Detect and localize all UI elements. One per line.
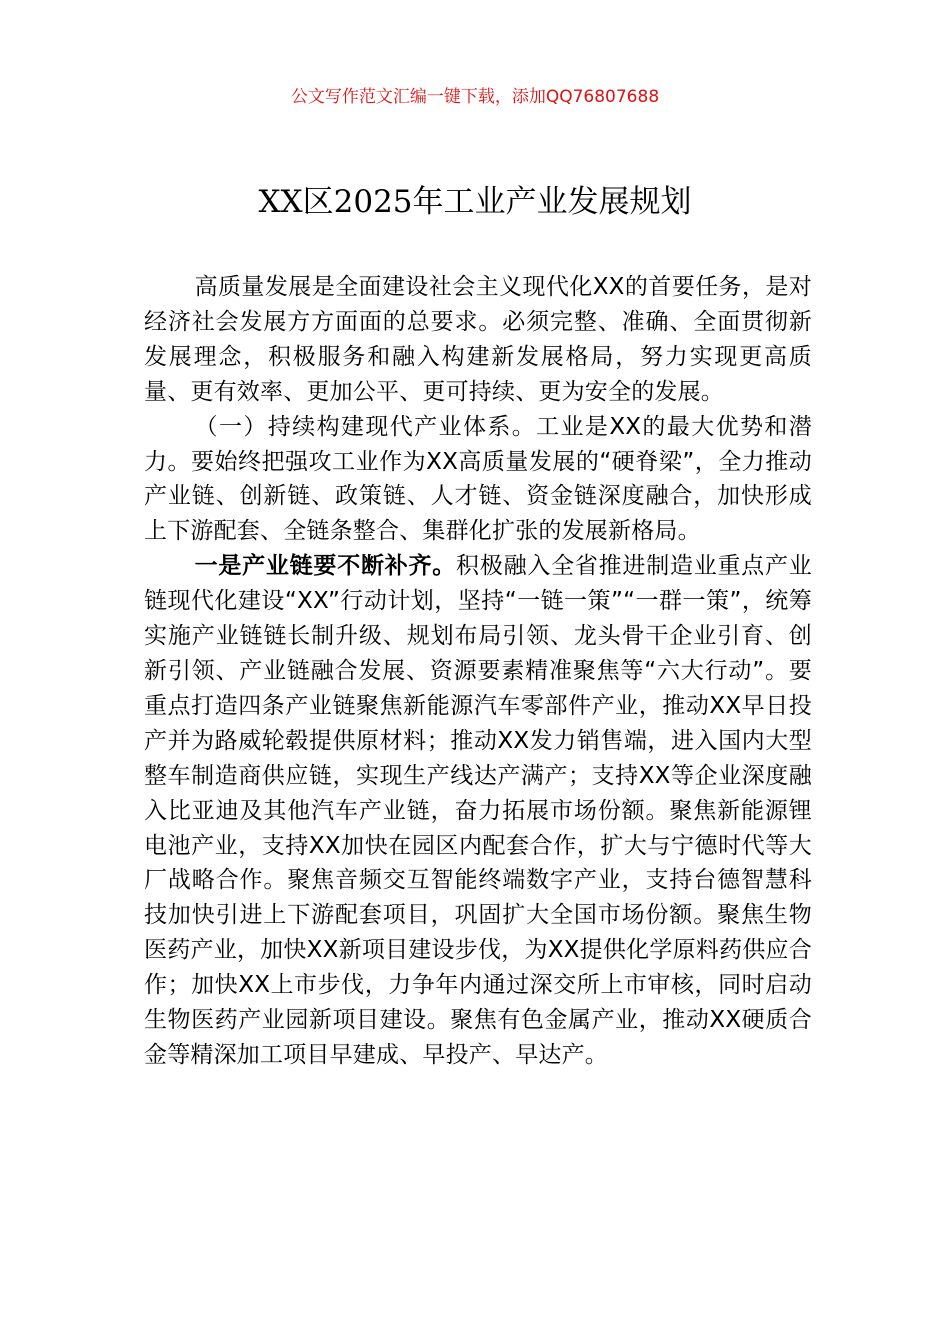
- document-title: XX区2025年工业产业发展规划: [258, 184, 692, 220]
- paragraph-intro: [144, 270, 812, 410]
- document-body: [144, 270, 812, 1073]
- paragraph-industry-chain: [144, 549, 812, 1073]
- paragraph-industry-chain-text: 积极融入全省推进制造业重点产业链现代化建设“XX”行动计划，坚持“一链一策”“一群一策”，统筹实施产业链链长制升级、规划布局引领、龙头骨干企业引育、创新引领、产业链融合发展、资源要素精准聚焦等“六大行动”。要重点打造四条产业链聚焦新能源汽车零部件产业，推动XX早日投产并为路威轮毂提供原材料；推动XX发力销售端，进入国内大型整车制造商供应链，实现生产线达产满产；支持XX等企业深度融入比亚迪及其他汽车产业链，奋力拓展市场份额。聚焦新能源锂电池产业，支持XX加快在园区内配套合作，扩大与宁德时代等大厂战略合作。聚焦音频交互智能终端数字产业，支持台德智慧科技加快引进上下游配套项目，巩固扩大全国市场份额。聚焦生物医药产业，加快XX新项目建设步伐，为XX提供化学原料药供应合作；加快XX上市步伐，力争年内通过深交所上市审核，同时启动生物医药产业园新项目建设。聚焦有色金属产业，推动XX硬质合金等精深加工项目早建成、早投产、早达产。: [144, 553, 813, 1068]
- paragraph-section-one: [144, 410, 812, 550]
- paragraph-industry-chain-lead: 一是产业链要不断补齐。: [194, 553, 457, 580]
- paragraph-intro-text: 高质量发展是全面建设社会主义现代化XX的首要任务，是对经济社会发展方方面面的总要求。必须完整、准确、全面贯彻新发展理念，积极服务和融入构建新发展格局，努力实现更高质量、更有效率、更加公平、更可持续、更为安全的发展。: [144, 274, 812, 405]
- header-note: 公文写作范文汇编一键下载，添加QQ76807688: [290, 87, 660, 107]
- paragraph-section-one-text: （一）持续构建现代产业体系。工业是XX的最大优势和潜力。要始终把强攻工业作为XX高质量发展的“硬脊梁”，全力推动产业链、创新链、政策链、人才链、资金链深度融合，加快形成上下游配套、全链条整合、集群化扩张的发展新格局。: [144, 413, 812, 545]
